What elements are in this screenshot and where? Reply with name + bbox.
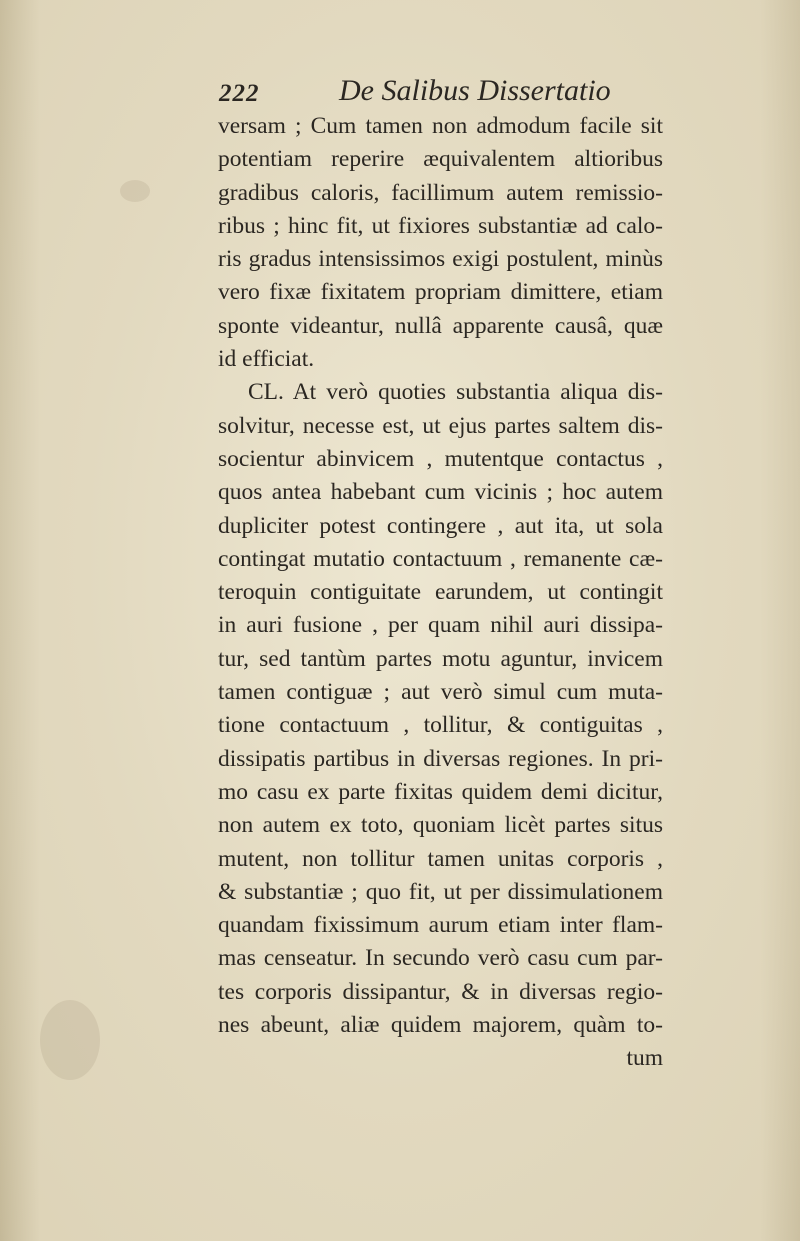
running-head — [219, 74, 649, 114]
text-line: nes abeunt, aliæ quidem majorem, quàm to- — [218, 1012, 663, 1039]
text-line: dupliciter potest contingere , aut ita, ut sola — [218, 512, 663, 539]
text-line: tione contactuum , tollitur, & contiguitas , — [218, 712, 663, 739]
body-text — [218, 110, 663, 1076]
text-line: sponte videantur, nullâ apparente causâ, quæ — [218, 312, 663, 339]
section-start-line: CL. At verò quoties substantia aliqua dis- — [248, 379, 663, 406]
text-line: vero fixæ fixitatem propriam dimittere, etiam — [218, 279, 663, 306]
text-line: solvitur, necesse est, ut ejus partes saltem dis- — [218, 412, 663, 439]
text-line: dissipatis partibus in diversas regiones. In pri- — [218, 745, 663, 772]
text-line: socientur abinvicem , mutentque contactus , — [218, 445, 663, 472]
text-line: quandam fixissimum aurum etiam inter flam- — [218, 912, 663, 939]
text-line: id efficiat. — [218, 346, 315, 373]
text-line: tes corporis dissipantur, & in diversas regio- — [218, 978, 663, 1005]
text-line: potentiam reperire æquivalentem altioribus — [218, 146, 663, 173]
text-line: teroquin contiguitate earundem, ut contingit — [218, 579, 663, 606]
page-number: 222 — [219, 80, 260, 107]
running-title: De Salibus Dissertatio — [339, 74, 611, 107]
text-line: tamen contiguæ ; aut verò simul cum muta- — [218, 679, 663, 706]
text-line: gradibus caloris, facillimum autem remissio- — [218, 179, 663, 206]
paper-stain — [40, 1000, 100, 1080]
text-line: versam ; Cum tamen non admodum facile sit — [218, 113, 663, 139]
text-line: mutent, non tollitur tamen unitas corporis , — [218, 845, 663, 872]
text-line: ris gradus intensissimos exigi postulent, minùs — [218, 246, 663, 273]
text-line: in auri fusione , per quam nihil auri dissipa- — [218, 612, 663, 639]
text-line: & substantiæ ; quo fit, ut per dissimulationem — [218, 878, 663, 905]
text-line: mo casu ex parte fixitas quidem demi dicitur, — [218, 778, 663, 805]
paper-stain — [120, 180, 150, 202]
text-line: mas censeatur. In secundo verò casu cum par- — [218, 945, 663, 972]
catchword: tum — [626, 1045, 663, 1072]
text-line: tur, sed tantùm partes motu aguntur, invicem — [218, 645, 663, 672]
text-line: non autem ex toto, quoniam licèt partes situs — [218, 812, 663, 839]
text-line: ribus ; hinc fit, ut fixiores substantiæ ad calo- — [218, 212, 663, 239]
text-line: contingat mutatio contactuum , remanente cæ- — [218, 545, 663, 572]
text-line: quos antea habebant cum vicinis ; hoc autem — [218, 479, 663, 506]
